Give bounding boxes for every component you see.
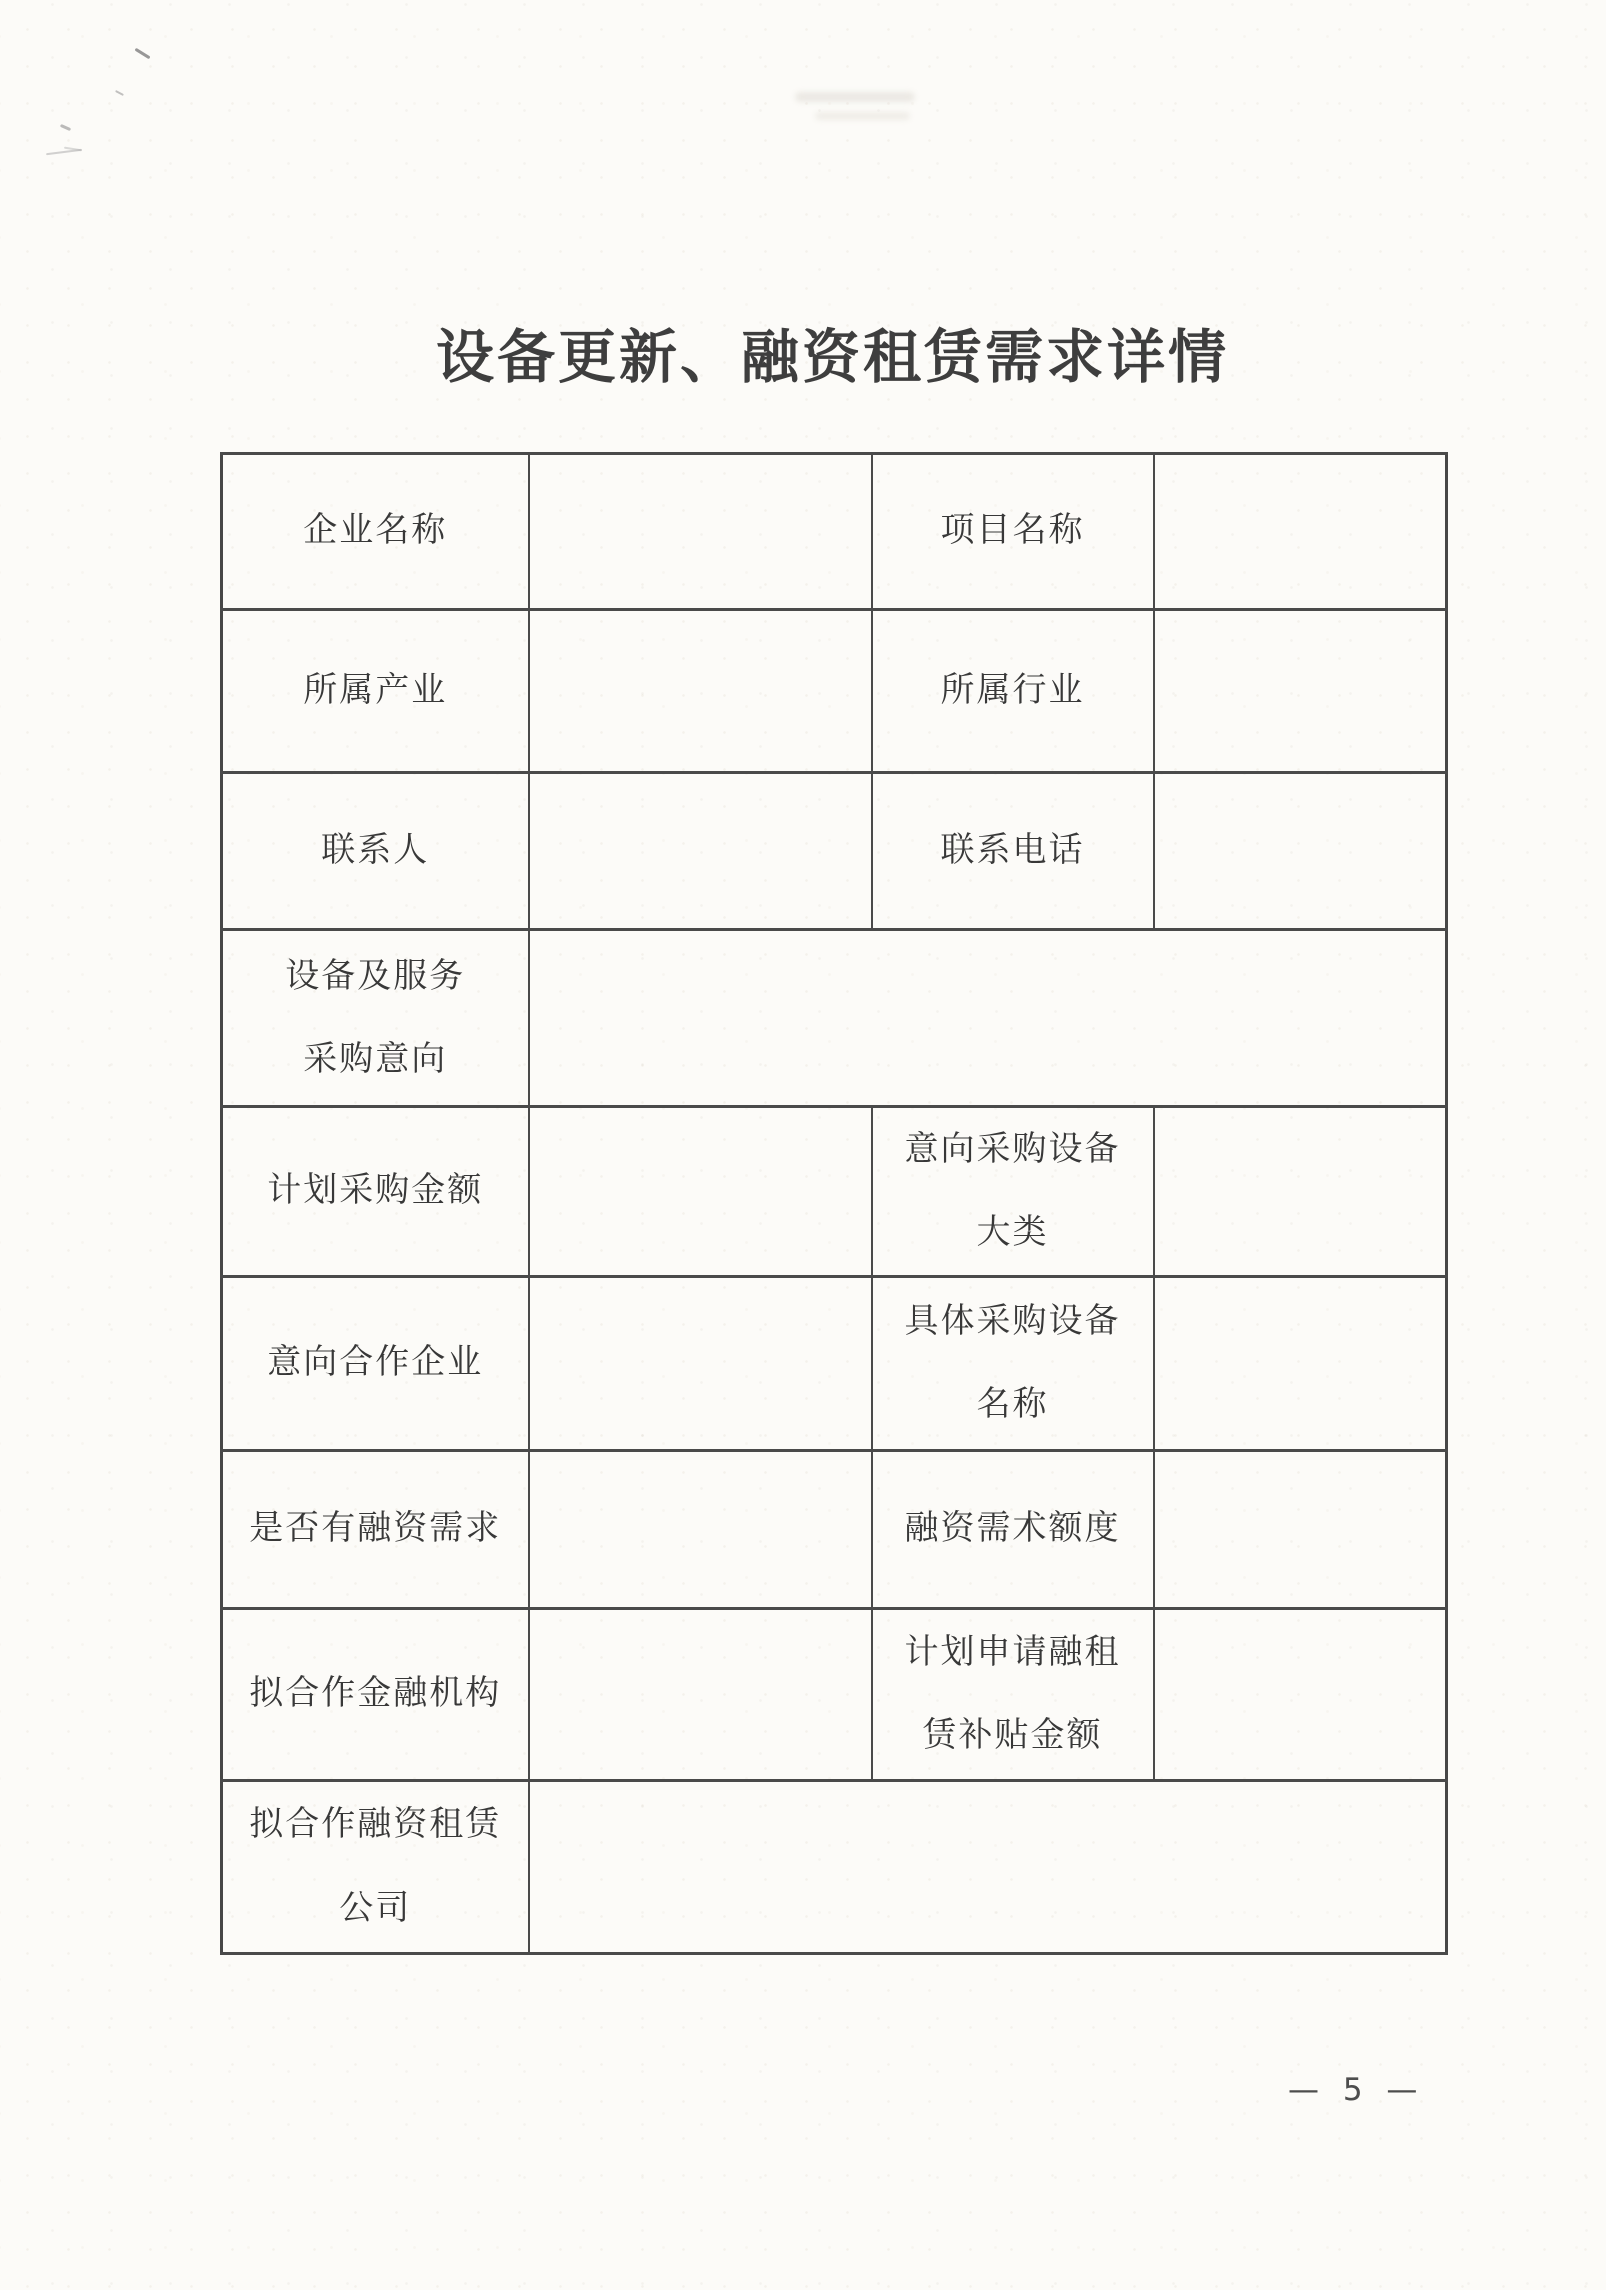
- table-row: [222, 773, 1447, 930]
- proposed-financing-lease-company-value-cell: [529, 1780, 1447, 1953]
- label-proposed-financial-institution: 拟合作金融机构: [222, 1608, 529, 1780]
- table-row: [222, 1608, 1447, 1780]
- label-contact-person: 联系人: [222, 773, 529, 930]
- company-name-value-cell: [529, 454, 872, 610]
- label-company-name: 企业名称: [222, 454, 529, 610]
- label-intended-equipment-category: [872, 1107, 1154, 1277]
- label-line: 计划申请融租: [904, 1633, 1121, 1671]
- industry-sector-value-cell: [529, 610, 872, 773]
- label-industry-sector: 所属产业: [222, 610, 529, 773]
- financing-demand-amount-value-cell: [1154, 1450, 1447, 1608]
- page-number: — 5 —: [1288, 2072, 1419, 2108]
- label-line: 拟合作融资租赁: [249, 1806, 502, 1844]
- scan-smudge: [815, 112, 910, 120]
- label-line: 具体采购设备: [904, 1302, 1121, 1340]
- label-line: 设备及服务: [285, 957, 466, 995]
- planned-lease-subsidy-amount-value-cell: [1154, 1608, 1447, 1780]
- label-line: 大类: [976, 1214, 1049, 1252]
- label-intended-partner-enterprise: 意向合作企业: [222, 1276, 529, 1450]
- label-line: 采购意向: [303, 1041, 448, 1078]
- label-line: 公司: [339, 1889, 412, 1927]
- label-has-financing-demand: 是否有融资需求: [222, 1450, 529, 1608]
- industry-value-cell: [1154, 610, 1447, 773]
- table-row: [222, 454, 1447, 610]
- table-row: [222, 1780, 1447, 1953]
- planned-procurement-amount-value-cell: [529, 1107, 872, 1277]
- table-row: [222, 610, 1447, 773]
- project-name-value-cell: [1154, 454, 1447, 610]
- label-project-name: 项目名称: [872, 454, 1154, 610]
- intended-equipment-category-value-cell: [1154, 1107, 1447, 1277]
- label-planned-procurement-amount: 计划采购金额: [222, 1107, 529, 1277]
- proposed-financial-institution-value-cell: [529, 1608, 872, 1780]
- table-row: [222, 930, 1447, 1107]
- pencil-mark: [115, 90, 124, 96]
- label-equipment-service-procurement-intent: [222, 930, 529, 1107]
- scan-smudge: [795, 92, 915, 102]
- label-industry: 所属行业: [872, 610, 1154, 773]
- table-row: [222, 1276, 1447, 1450]
- pencil-mark: [134, 48, 150, 60]
- label-line: 名称: [976, 1386, 1049, 1424]
- label-line: 赁补贴金额: [922, 1717, 1103, 1755]
- pencil-mark: [46, 149, 82, 155]
- specific-equipment-name-value-cell: [1154, 1276, 1447, 1450]
- label-line: 意向采购设备: [904, 1131, 1121, 1168]
- label-contact-phone: 联系电话: [872, 773, 1154, 930]
- contact-phone-value-cell: [1154, 773, 1447, 930]
- contact-person-value-cell: [529, 773, 872, 930]
- table-row: [222, 1450, 1447, 1608]
- has-financing-demand-value-cell: [529, 1450, 872, 1608]
- intended-partner-enterprise-value-cell: [529, 1276, 872, 1450]
- equipment-service-procurement-intent-value-cell: [529, 930, 1447, 1107]
- label-proposed-financing-lease-company: [222, 1780, 529, 1953]
- page-title: 设备更新、融资租赁需求详情: [435, 325, 1229, 390]
- pencil-mark: [60, 124, 71, 131]
- table-row: [222, 1107, 1447, 1277]
- label-financing-demand-amount: 融资需术额度: [872, 1450, 1154, 1608]
- label-specific-equipment-name: [872, 1276, 1154, 1450]
- demand-details-table: [220, 452, 1448, 1955]
- label-planned-lease-subsidy-amount: [872, 1608, 1154, 1780]
- pencil-mark: [64, 147, 82, 152]
